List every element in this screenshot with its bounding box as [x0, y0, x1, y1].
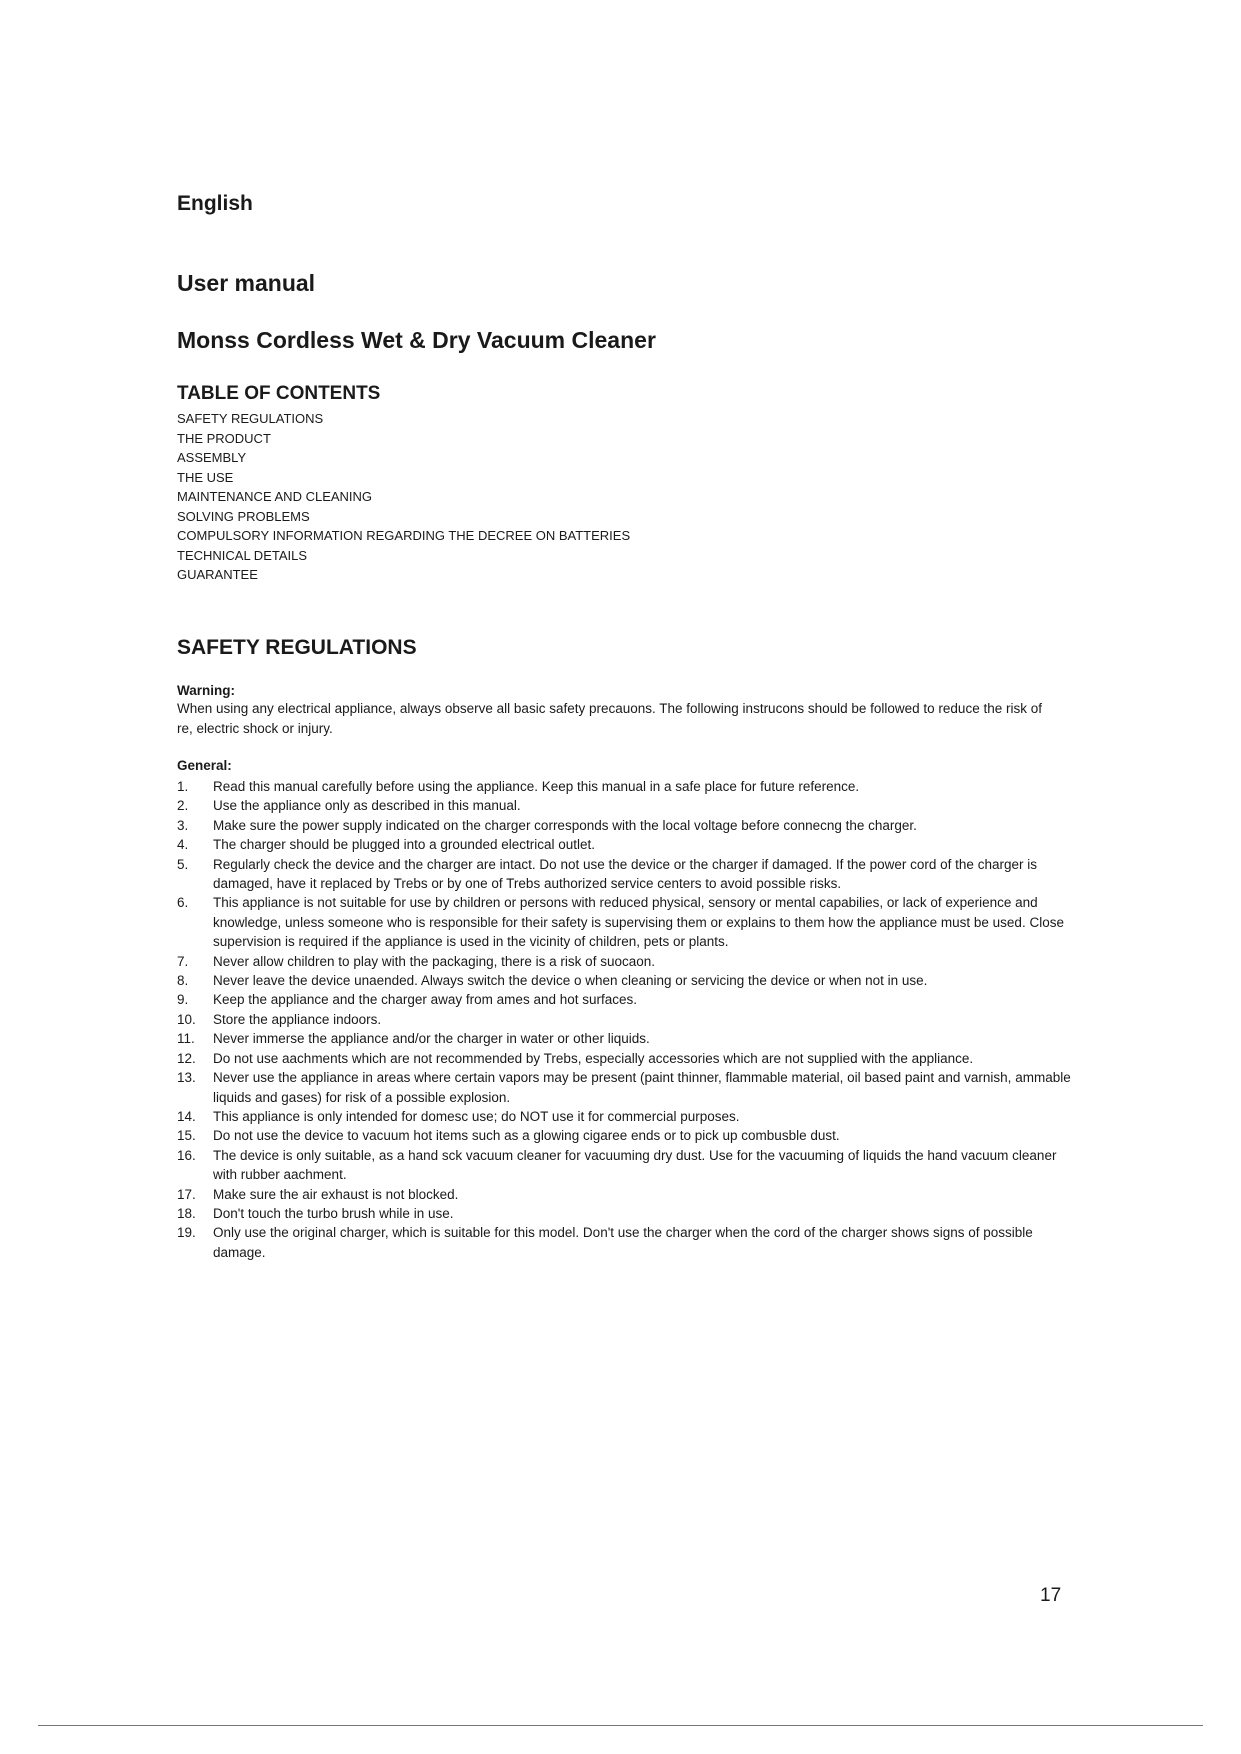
rule-text: This appliance is not suitable for use by children or persons with reduced physical, sensory or mental capabilies, or lack of experience and knowledge, unless someone who is responsible for their safety is supervising them or explains to them how the appliance must be used. Close supervision is required if the appliance is used in the vicinity of children, pets or plants.	[213, 895, 1064, 950]
toc-list	[177, 409, 630, 585]
rule-text: Never leave the device unaended. Always switch the device o when cleaning or servicing the device or when not in use.	[213, 973, 928, 989]
toc-item: ASSEMBLY	[177, 450, 247, 465]
rule-number: 16.	[177, 1147, 196, 1163]
safety-rule	[177, 777, 1072, 796]
safety-rule	[177, 1146, 1072, 1185]
rule-text: Do not use the device to vacuum hot items such as a glowing cigaree ends or to pick up combusble dust.	[213, 1128, 840, 1144]
rule-text: Never allow children to play with the packaging, there is a risk of suocaon.	[213, 953, 655, 969]
safety-rule	[177, 893, 1072, 951]
rule-text: Keep the appliance and the charger away from ames and hot surfaces.	[213, 992, 638, 1008]
safety-rule	[177, 835, 1072, 854]
rule-number: 7.	[177, 953, 189, 969]
safety-rule	[177, 1185, 1072, 1204]
rule-number: 4.	[177, 837, 189, 853]
warning-text: When using any electrical appliance, always observe all basic safety precauons. The following instrucons should be followed to reduce the risk of re, electric shock or injury.	[177, 701, 1042, 736]
safety-rule	[177, 1126, 1072, 1145]
rule-number: 5.	[177, 856, 189, 872]
rule-text: Read this manual carefully before using the appliance. Keep this manual in a safe place for future reference.	[213, 779, 860, 794]
rule-number: 8.	[177, 973, 189, 989]
rule-text: Regularly check the device and the charger are intact. Do not use the device or the charger if damaged. If the power cord of the charger is damaged, have it replaced by Trebs or by one of Trebs authorized service centers to avoid possible risks.	[213, 856, 1037, 892]
safety-section-title: SAFETY REGULATIONS	[177, 636, 417, 659]
page-number: 17	[1040, 1585, 1062, 1606]
rule-number: 17.	[177, 1186, 196, 1202]
rule-text: Only use the original charger, which is suitable for this model. Don't use the charger when the cord of the charger shows signs of possible damage.	[213, 1225, 1033, 1260]
rule-text: Do not use aachments which are not recommended by Trebs, especially accessories which are not supplied with the appliance.	[213, 1050, 974, 1066]
safety-rule	[177, 796, 1072, 815]
product-title: Monss Cordless Wet & Dry Vacuum Cleaner	[177, 327, 656, 353]
rule-number: 9.	[177, 992, 189, 1008]
rule-number: 2.	[177, 798, 189, 814]
rule-number: 19.	[177, 1225, 196, 1241]
safety-rule	[177, 1010, 1072, 1029]
toc-title: TABLE OF CONTENTS	[177, 383, 381, 404]
rule-number: 14.	[177, 1108, 196, 1124]
safety-rule	[177, 816, 1072, 835]
safety-rule	[177, 1029, 1072, 1048]
safety-rule	[177, 1204, 1072, 1223]
rule-number: 15.	[177, 1128, 196, 1144]
rule-number: 18.	[177, 1205, 196, 1221]
toc-item: COMPULSORY INFORMATION REGARDING THE DECREE ON BATTERIES	[177, 528, 631, 543]
rule-text: Never immerse the appliance and/or the charger in water or other liquids.	[213, 1031, 650, 1047]
footer-divider	[38, 1725, 1203, 1726]
rule-text: Store the appliance indoors.	[213, 1011, 382, 1027]
rule-text: Make sure the power supply indicated on the charger corresponds with the local voltage before connecng the charger.	[213, 817, 917, 833]
safety-rule	[177, 990, 1072, 1009]
safety-rule	[177, 971, 1072, 990]
rule-text: Don't touch the turbo brush while in use.	[213, 1205, 454, 1221]
rule-number: 13.	[177, 1070, 196, 1086]
toc-item: GUARANTEE	[177, 567, 258, 582]
rule-text: The charger should be plugged into a grounded electrical outlet.	[213, 837, 596, 853]
toc-item: SOLVING PROBLEMS	[177, 508, 310, 524]
safety-rule	[177, 1049, 1072, 1068]
rule-number: 3.	[177, 817, 189, 833]
toc-item: TECHNICAL DETAILS	[177, 547, 308, 563]
rule-number: 6.	[177, 895, 189, 911]
rule-text: Use the appliance only as described in this manual.	[213, 798, 521, 814]
safety-rule	[177, 1223, 1072, 1262]
language-heading: English	[177, 192, 253, 215]
safety-rules-list	[177, 777, 1072, 1262]
rule-number: 11.	[177, 1031, 195, 1047]
toc-item: SAFETY REGULATIONS	[177, 411, 324, 426]
warning-label: Warning:	[177, 683, 235, 698]
document-type-heading: User manual	[177, 270, 316, 296]
safety-rule	[177, 1068, 1072, 1107]
rule-text: The device is only suitable, as a hand sck vacuum cleaner for vacuuming dry dust. Use for the vacuuming of liquids the hand vacuum cleaner with rubber aachment.	[213, 1147, 1057, 1183]
rule-text: Never use the appliance in areas where certain vapors may be present (paint thinner, flammable material, oil based paint and varnish, ammable liquids and gases) for risk of a possible explosion.	[213, 1070, 1071, 1105]
general-label: General:	[177, 758, 232, 773]
toc-item: THE USE	[177, 469, 234, 485]
toc-item: THE PRODUCT	[177, 430, 271, 446]
safety-rule	[177, 855, 1072, 894]
rule-text: This appliance is only intended for domesc use; do NOT use it for commercial purposes.	[213, 1108, 740, 1124]
rule-number: 12.	[177, 1050, 196, 1066]
safety-rule	[177, 1107, 1072, 1126]
rule-text: Make sure the air exhaust is not blocked.	[213, 1186, 459, 1202]
rule-number: 1.	[177, 779, 189, 794]
safety-rule	[177, 952, 1072, 971]
toc-item: MAINTENANCE AND CLEANING	[177, 489, 373, 504]
rule-number: 10.	[177, 1011, 196, 1027]
